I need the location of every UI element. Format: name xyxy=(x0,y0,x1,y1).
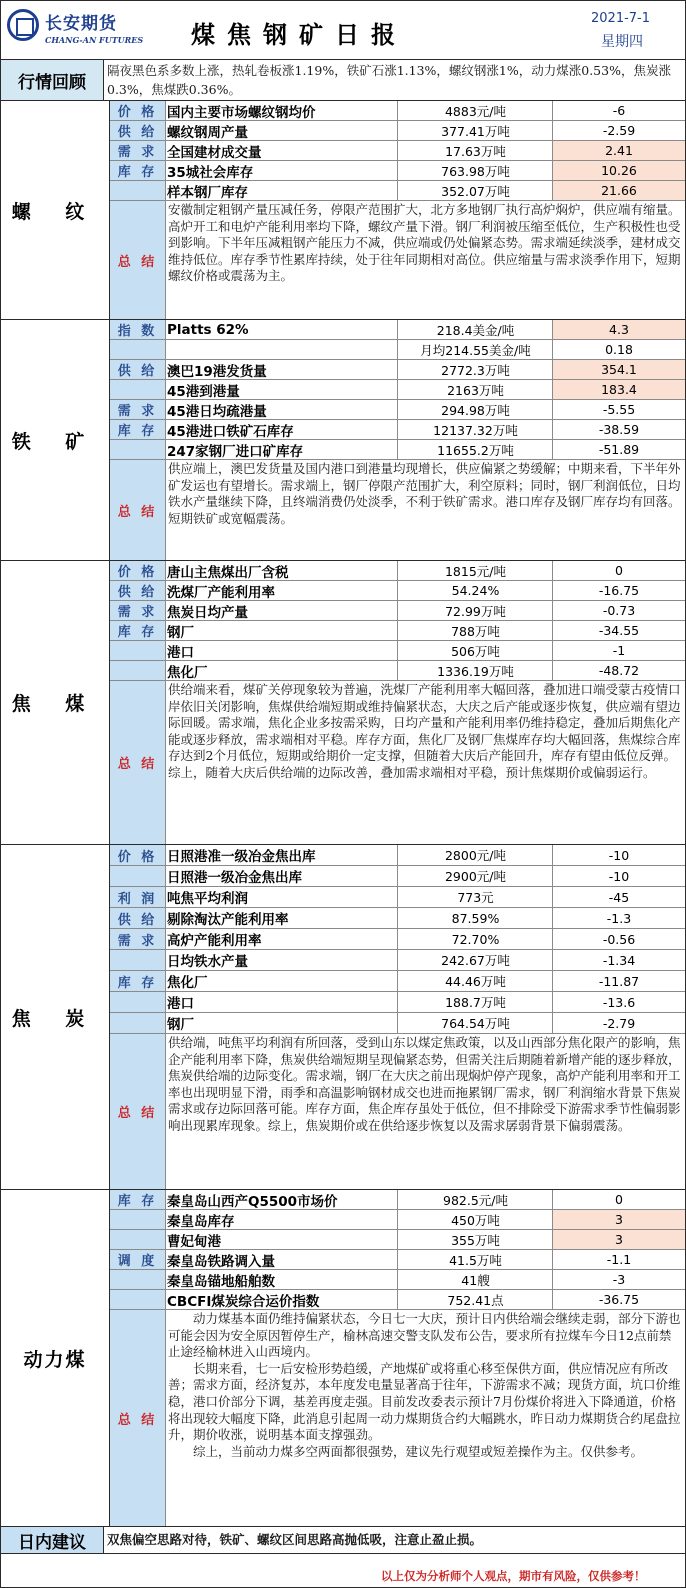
indicator-value: 44.46万吨 xyxy=(399,971,553,991)
indicator-value: 788万吨 xyxy=(399,621,553,640)
indicator-value: 54.24% xyxy=(399,581,553,600)
indicator-value: 41艘 xyxy=(399,1270,553,1289)
indicator-value: 2900元/吨 xyxy=(399,866,553,886)
category-cell xyxy=(110,661,166,680)
category-cell xyxy=(110,992,166,1012)
indicator-change: -48.72 xyxy=(598,663,640,678)
summary-paragraph: 供给端来看，煤矿关停现象较为普遍，洗煤厂产能利用率大幅回落，叠加进口端受蒙古疫情口岸依旧关闭影响，焦煤供给端短期或维持偏紧状态，大庆之后产能或逐步恢复，供应端有望边际回暖。需求端，焦化企业多按需采购，日均产量和产能利用率仍维持稳定，叠加后期焦化产能或逐步释放，需求端相对平稳。库存方面，焦化厂及钢厂焦煤库存均大幅回落，焦煤综合库存达到2个月低位，短期或给期价一定支撑，但随着大庆后产能回升，库存有望由低位反弹。综上，随着大庆后供给端的边际改善，叠加需求端相对平稳，预计焦煤期价或偏弱运行。 xyxy=(168,682,681,780)
report-header xyxy=(1,1,685,60)
indicator-change: 183.4 xyxy=(553,380,685,399)
disclaimer: 以上仅为分析师个人观点，期市有风险，仅供参考！ xyxy=(381,1569,646,1583)
category-cell xyxy=(110,1230,166,1249)
table-row xyxy=(110,320,685,340)
table-row xyxy=(110,161,685,181)
indicator-change: -0.73 xyxy=(602,603,636,618)
indicator-change: -1 xyxy=(612,643,626,658)
indicator-name: 全国建材成交量 xyxy=(167,141,398,160)
indicator-name: 高炉产能利用率 xyxy=(167,929,398,949)
indicator-name: 螺纹钢周产量 xyxy=(167,121,398,140)
indicator-name: 焦化厂 xyxy=(167,661,398,680)
intraday-advice-band xyxy=(1,1527,685,1554)
indicator-change: 2.41 xyxy=(553,141,685,160)
category-cell xyxy=(110,866,166,886)
market-review-band xyxy=(1,60,685,101)
category-cell: 利 润 xyxy=(110,887,166,907)
indicator-value: 218.4美金/吨 xyxy=(399,320,553,339)
indicator-change: -1.34 xyxy=(602,952,636,968)
table-row xyxy=(110,400,685,420)
indicator-name: 钢厂 xyxy=(167,621,398,640)
indicator-name: 港口 xyxy=(167,992,398,1012)
category-cell: 库 存 xyxy=(110,621,166,640)
indicator-change: -36.75 xyxy=(598,1292,640,1307)
indicator-value: 月均214.55美金/吨 xyxy=(399,340,553,359)
category-cell: 需 求 xyxy=(110,141,166,160)
summary-block xyxy=(110,681,685,844)
thermal-coal-section xyxy=(1,1190,685,1527)
table-row xyxy=(110,420,685,440)
rebar-section-label: 螺 纹 xyxy=(1,101,110,319)
table-row xyxy=(110,340,685,360)
indicator-change: -1.3 xyxy=(606,910,632,926)
category-cell: 价 格 xyxy=(110,101,166,120)
indicator-name: 秦皇岛库存 xyxy=(167,1210,398,1229)
summary-paragraph: 综上，当前动力煤多空两面都很强势，建议先行观望或短差操作为主。仅供参考。 xyxy=(193,1443,644,1459)
summary-paragraph: 动力煤基本面仍维持偏紧状态，今日七一大庆，预计日内供给端会继续走弱，部分下游也可能会因为安全原因暂停生产，榆林高速交警支队发布公告，要求所有拉煤车今日12点前禁止途经榆林进入山西境内。 xyxy=(168,1311,681,1360)
indicator-name: 秦皇岛铁路调入量 xyxy=(167,1250,398,1269)
indicator-change: 0 xyxy=(615,1192,623,1207)
indicator-value: 982.5元/吨 xyxy=(399,1190,553,1209)
table-row xyxy=(110,641,685,661)
category-cell xyxy=(110,340,166,359)
indicator-name: 港口 xyxy=(167,641,398,660)
indicator-change: -11.87 xyxy=(598,973,640,989)
table-row xyxy=(110,141,685,161)
coke-section-label: 焦 炭 xyxy=(1,845,110,1189)
summary-label: 总 结 xyxy=(110,1310,166,1526)
indicator-name: 洗煤厂产能利用率 xyxy=(167,581,398,600)
table-row xyxy=(110,929,685,950)
category-cell xyxy=(110,950,166,970)
market-review-label: 行情回顾 xyxy=(1,60,104,100)
indicator-change: -6 xyxy=(612,103,626,118)
category-cell xyxy=(110,181,166,200)
table-row xyxy=(110,1230,685,1250)
indicator-name: 国内主要市场螺纹钢均价 xyxy=(167,101,398,120)
summary-block xyxy=(110,1034,685,1189)
indicator-value: 72.70% xyxy=(399,929,553,949)
indicator-name: 247家钢厂进口矿库存 xyxy=(167,440,398,459)
indicator-name: 钢厂 xyxy=(167,1013,398,1033)
indicator-value: 188.7万吨 xyxy=(399,992,553,1012)
summary-label: 总 结 xyxy=(110,681,166,844)
indicator-value: 355万吨 xyxy=(399,1230,553,1249)
table-row xyxy=(110,887,685,908)
table-row xyxy=(110,908,685,929)
indicator-name: CBCFI煤炭综合运价指数 xyxy=(167,1290,398,1309)
summary-paragraph: 供应端上，澳巴发货量及国内港口到港量均现增长，供应偏紧之势缓解；中期来看，下半年外矿发运也有望增长。需求端上，钢厂停限产范围扩大，利空原料；同时，钢厂利润低位，日均铁水产量继续下降，且终端消费仍处淡季，不利于铁矿需求。港口库存及钢厂库存均有回落。短期铁矿或宽幅震荡。 xyxy=(168,461,681,526)
indicator-name: 唐山主焦煤出厂含税 xyxy=(167,561,398,580)
indicator-change: 4.3 xyxy=(553,320,685,339)
category-cell: 价 格 xyxy=(110,845,166,865)
company-name-en: CHANG-AN FUTURES xyxy=(45,35,144,45)
market-review-text: 隔夜黑色系多数上涨，热轧卷板涨1.19%，铁矿石涨1.13%，螺纹钢涨1%，动力煤涨0.53%，焦炭涨0.3%，焦煤跌0.36%。 xyxy=(107,63,671,97)
indicator-name: 日照港准一级冶金焦出库 xyxy=(167,845,398,865)
indicator-name: 秦皇岛锚地船舶数 xyxy=(167,1270,398,1289)
indicator-value: 764.54万吨 xyxy=(399,1013,553,1033)
indicator-name: 日照港一级冶金焦出库 xyxy=(167,866,398,886)
report-weekday: 星期四 xyxy=(601,34,643,50)
table-row xyxy=(110,1190,685,1210)
table-row xyxy=(110,971,685,992)
indicator-name: 焦化厂 xyxy=(167,971,398,991)
category-cell: 调 度 xyxy=(110,1250,166,1269)
category-cell: 供 给 xyxy=(110,908,166,928)
indicator-value: 2163万吨 xyxy=(399,380,553,399)
indicator-change: 21.66 xyxy=(553,181,685,200)
table-row xyxy=(110,1013,685,1034)
summary-paragraph: 安徽制定粗钢产量压减任务，停限产范围扩大，北方多地钢厂执行高炉焖炉，供应端有缩量。高炉开工和电炉产能利用率均下降，螺纹产量下滑。钢厂利润被压缩至低位，生产积极性也受到影响。下半年压减粗钢产能压力不减，供应端或仍处偏紧态势。需求端延续淡季，建材成交维持低位。库存季节性累库持续，处于往年同期相对高位。供应缩量与需求淡季作用下，短期螺纹价格或震荡为主。 xyxy=(168,202,681,284)
indicator-change: -0.56 xyxy=(602,931,636,947)
category-cell: 指 数 xyxy=(110,320,166,339)
indicator-change: -45 xyxy=(608,889,630,905)
summary-block xyxy=(110,460,685,560)
table-row xyxy=(110,561,685,581)
indicator-value: 17.63万吨 xyxy=(399,141,553,160)
category-cell: 供 给 xyxy=(110,581,166,600)
indicator-value: 12137.32万吨 xyxy=(399,420,553,439)
iron-ore-section-label: 铁 矿 xyxy=(1,320,110,560)
summary-label: 总 结 xyxy=(110,201,166,319)
table-row xyxy=(110,1270,685,1290)
summary-label: 总 结 xyxy=(110,1034,166,1189)
coking-coal-section-label: 焦 煤 xyxy=(1,561,110,844)
summary-text xyxy=(168,202,683,285)
indicator-change: -10 xyxy=(608,847,630,863)
indicator-name: 剔除淘汰产能利用率 xyxy=(167,908,398,928)
table-row xyxy=(110,581,685,601)
category-cell xyxy=(110,1290,166,1309)
indicator-name: 样本钢厂库存 xyxy=(167,181,398,200)
category-cell xyxy=(110,1013,166,1033)
indicator-change: -13.6 xyxy=(602,994,636,1010)
category-cell: 需 求 xyxy=(110,929,166,949)
intraday-advice-label: 日内建议 xyxy=(1,1527,104,1553)
page-title: 煤焦钢矿日报 xyxy=(191,21,407,49)
rebar-section xyxy=(1,101,685,320)
indicator-name: 焦炭日均产量 xyxy=(167,601,398,620)
category-cell: 库 存 xyxy=(110,1190,166,1209)
table-row xyxy=(110,992,685,1013)
indicator-name: 吨焦平均利润 xyxy=(167,887,398,907)
table-row xyxy=(110,1250,685,1270)
table-row xyxy=(110,360,685,380)
indicator-value: 506万吨 xyxy=(399,641,553,660)
table-row xyxy=(110,1210,685,1230)
summary-paragraph: 长期来看，七一后安检形势趋缓，产地煤矿或将重心移至保供方面，供应情况应有所改善；需求方面，经济复苏，本年度发电量显著高于往年，下游需求不减；现货方面，坑口价维稳，港口价部分下调，基差再度走强。目前发改委表示预计7月份煤价将进入下降通道，价格将出现较大幅度下降，此消息引起周一动力煤期货合约大幅跳水，昨日动力煤期货合约尾盘拉升，期价收涨，说明基本面支撑强劲。 xyxy=(168,1360,681,1443)
thermal-coal-section-label: 动力煤 xyxy=(1,1190,110,1526)
indicator-change: -34.55 xyxy=(598,623,640,638)
table-row xyxy=(110,621,685,641)
indicator-change: -16.75 xyxy=(598,583,640,598)
summary-block xyxy=(110,201,685,319)
table-row xyxy=(110,181,685,201)
summary-paragraph: 供给端，吨焦平均利润有所回落，受到山东以煤定焦政策，以及山西部分焦化限产的影响，焦企产能利用率下降，焦炭供给端短期呈现偏紧态势，但需关注后期随着新增产能的逐步释放，焦炭供给端的边际变化。需求端，钢厂在大庆之前出现焖炉停产现象，高炉产能利用率和开工率也出现明显下滑，雨季和高温影响钢材成交也进而拖累钢厂需求，钢厂利润缩水背景下焦炭需求或存边际回落可能。库存方面，焦企库存虽处于低位，但不排除受下游需求季节性偏弱影响出现累库现象。综上，焦炭期价或在供给逐步恢复以及需求孱弱背景下偏弱震荡。 xyxy=(168,1035,681,1133)
indicator-change: -1.1 xyxy=(606,1252,632,1267)
indicator-change: 354.1 xyxy=(553,360,685,379)
indicator-value: 4883元/吨 xyxy=(399,101,553,120)
indicator-value: 87.59% xyxy=(399,908,553,928)
table-row xyxy=(110,101,685,121)
table-row xyxy=(110,440,685,460)
company-name: 长安期货 xyxy=(45,14,117,34)
indicator-value: 2772.3万吨 xyxy=(399,360,553,379)
category-cell: 供 给 xyxy=(110,360,166,379)
indicator-change: 0 xyxy=(615,563,623,578)
indicator-value: 242.67万吨 xyxy=(399,950,553,970)
category-cell xyxy=(110,641,166,660)
indicator-change: 10.26 xyxy=(553,161,685,180)
intraday-advice-text: 双焦偏空思路对待，铁矿、螺纹区间思路高抛低吸，注意止盈止损。 xyxy=(107,1532,483,1547)
category-cell: 库 存 xyxy=(110,161,166,180)
coke-section xyxy=(1,845,685,1190)
indicator-name: Platts 62% xyxy=(167,320,398,339)
indicator-value: 72.99万吨 xyxy=(399,601,553,620)
category-cell xyxy=(110,1270,166,1289)
indicator-name: 澳巴19港发货量 xyxy=(167,360,398,379)
indicator-value: 41.5万吨 xyxy=(399,1250,553,1269)
summary-label: 总 结 xyxy=(110,460,166,560)
iron-ore-section xyxy=(1,320,685,561)
indicator-name: 曹妃甸港 xyxy=(167,1230,398,1249)
indicator-value: 2800元/吨 xyxy=(399,845,553,865)
category-cell: 库 存 xyxy=(110,971,166,991)
summary-text xyxy=(168,1311,683,1460)
category-cell: 供 给 xyxy=(110,121,166,140)
indicator-value: 450万吨 xyxy=(399,1210,553,1229)
summary-text xyxy=(168,682,683,782)
indicator-value: 752.41点 xyxy=(399,1290,553,1309)
table-row xyxy=(110,661,685,681)
indicator-name: 秦皇岛山西产Q5500市场价 xyxy=(167,1190,398,1209)
indicator-name: 35城社会库存 xyxy=(167,161,398,180)
summary-text xyxy=(168,461,683,527)
category-cell: 价 格 xyxy=(110,561,166,580)
category-cell: 库 存 xyxy=(110,420,166,439)
indicator-value: 1336.19万吨 xyxy=(399,661,553,680)
indicator-name: 45港日均疏港量 xyxy=(167,400,398,419)
category-cell: 需 求 xyxy=(110,400,166,419)
indicator-change: -3 xyxy=(612,1272,626,1287)
table-row xyxy=(110,1290,685,1310)
category-cell xyxy=(110,380,166,399)
indicator-change: -38.59 xyxy=(598,422,640,437)
indicator-name: 45港到港量 xyxy=(167,380,398,399)
indicator-change: 0.18 xyxy=(605,342,633,357)
category-cell xyxy=(110,440,166,459)
indicator-value: 1815元/吨 xyxy=(399,561,553,580)
indicator-name xyxy=(167,340,398,359)
indicator-change: -5.55 xyxy=(602,402,636,417)
indicator-value: 294.98万吨 xyxy=(399,400,553,419)
indicator-change: -2.79 xyxy=(602,1015,636,1031)
table-row xyxy=(110,601,685,621)
table-row xyxy=(110,380,685,400)
table-row xyxy=(110,866,685,887)
indicator-value: 352.07万吨 xyxy=(399,181,553,200)
indicator-value: 377.41万吨 xyxy=(399,121,553,140)
table-row xyxy=(110,950,685,971)
coking-coal-section xyxy=(1,561,685,845)
table-row xyxy=(110,845,685,866)
report-date: 2021-7-1 xyxy=(591,11,651,26)
table-row xyxy=(110,121,685,141)
category-cell: 需 求 xyxy=(110,601,166,620)
indicator-name: 日均铁水产量 xyxy=(167,950,398,970)
summary-text xyxy=(168,1035,683,1135)
indicator-change: 3 xyxy=(553,1230,685,1249)
indicator-change: -51.89 xyxy=(598,442,640,457)
company-logo-icon xyxy=(7,9,39,41)
indicator-change: -10 xyxy=(608,868,630,884)
indicator-name: 45港进口铁矿石库存 xyxy=(167,420,398,439)
indicator-value: 773元 xyxy=(399,887,553,907)
indicator-value: 763.98万吨 xyxy=(399,161,553,180)
summary-block xyxy=(110,1310,685,1526)
indicator-change: 3 xyxy=(553,1210,685,1229)
category-cell xyxy=(110,1210,166,1229)
indicator-change: -2.59 xyxy=(602,123,636,138)
indicator-value: 11655.2万吨 xyxy=(399,440,553,459)
